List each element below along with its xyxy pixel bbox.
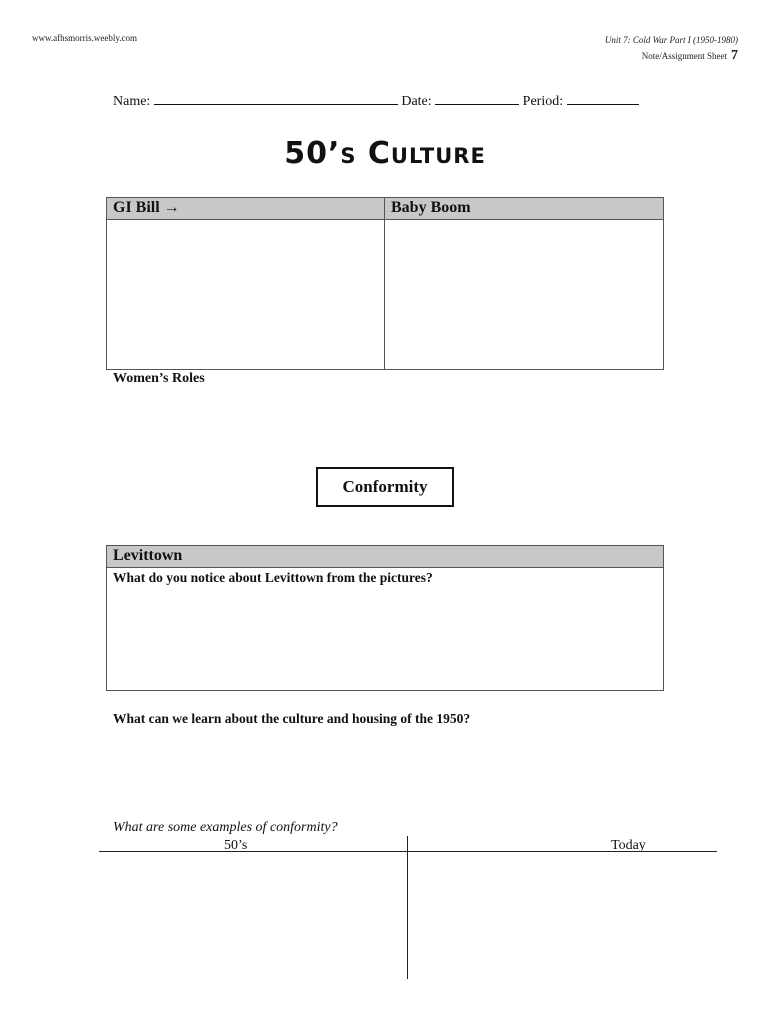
website-url: www.afhsmorris.weebly.com (32, 33, 138, 43)
tchart-right-area[interactable] (409, 853, 717, 978)
tchart-vertical-line (407, 836, 408, 979)
page-header (605, 33, 738, 64)
levittown-header: Levittown (107, 546, 663, 568)
period-field[interactable] (567, 92, 639, 105)
date-field[interactable] (435, 92, 519, 105)
tchart-left-label: 50’s (224, 838, 248, 853)
sheet-label: Note/Assignment Sheet (641, 51, 727, 61)
student-info-line (113, 92, 639, 110)
gi-bill-answer-area[interactable] (107, 220, 384, 370)
name-label: Name: (113, 94, 151, 109)
baby-boom-header: Baby Boom (385, 198, 663, 220)
page-number: 7 (731, 48, 738, 63)
page-title: 50’s Culture (284, 136, 486, 171)
unit-title: Unit 7: Cold War Part I (1950-1980) (604, 35, 738, 45)
gi-bill-header: GI Bill → (107, 198, 384, 220)
conformity-box: Conformity (316, 467, 454, 507)
tchart-left-area[interactable] (99, 853, 405, 978)
date-label: Date: (401, 94, 432, 109)
culture-question: What can we learn about the culture and housing of the 1950? (113, 711, 471, 726)
period-label: Period: (522, 94, 564, 109)
conformity-examples-question: What are some examples of conformity? (113, 820, 338, 835)
gi-bill-cell (106, 197, 385, 370)
name-field[interactable] (154, 92, 398, 105)
tchart-horizontal-line (99, 851, 717, 852)
tchart-right-label: Today (611, 838, 646, 853)
womens-roles-label: Women’s Roles (113, 371, 205, 386)
baby-boom-answer-area[interactable] (385, 220, 663, 370)
baby-boom-cell (384, 197, 664, 370)
levittown-box (106, 545, 664, 691)
levittown-question: What do you notice about Levittown from the pictures? (113, 570, 433, 585)
sheet-line (605, 48, 738, 64)
